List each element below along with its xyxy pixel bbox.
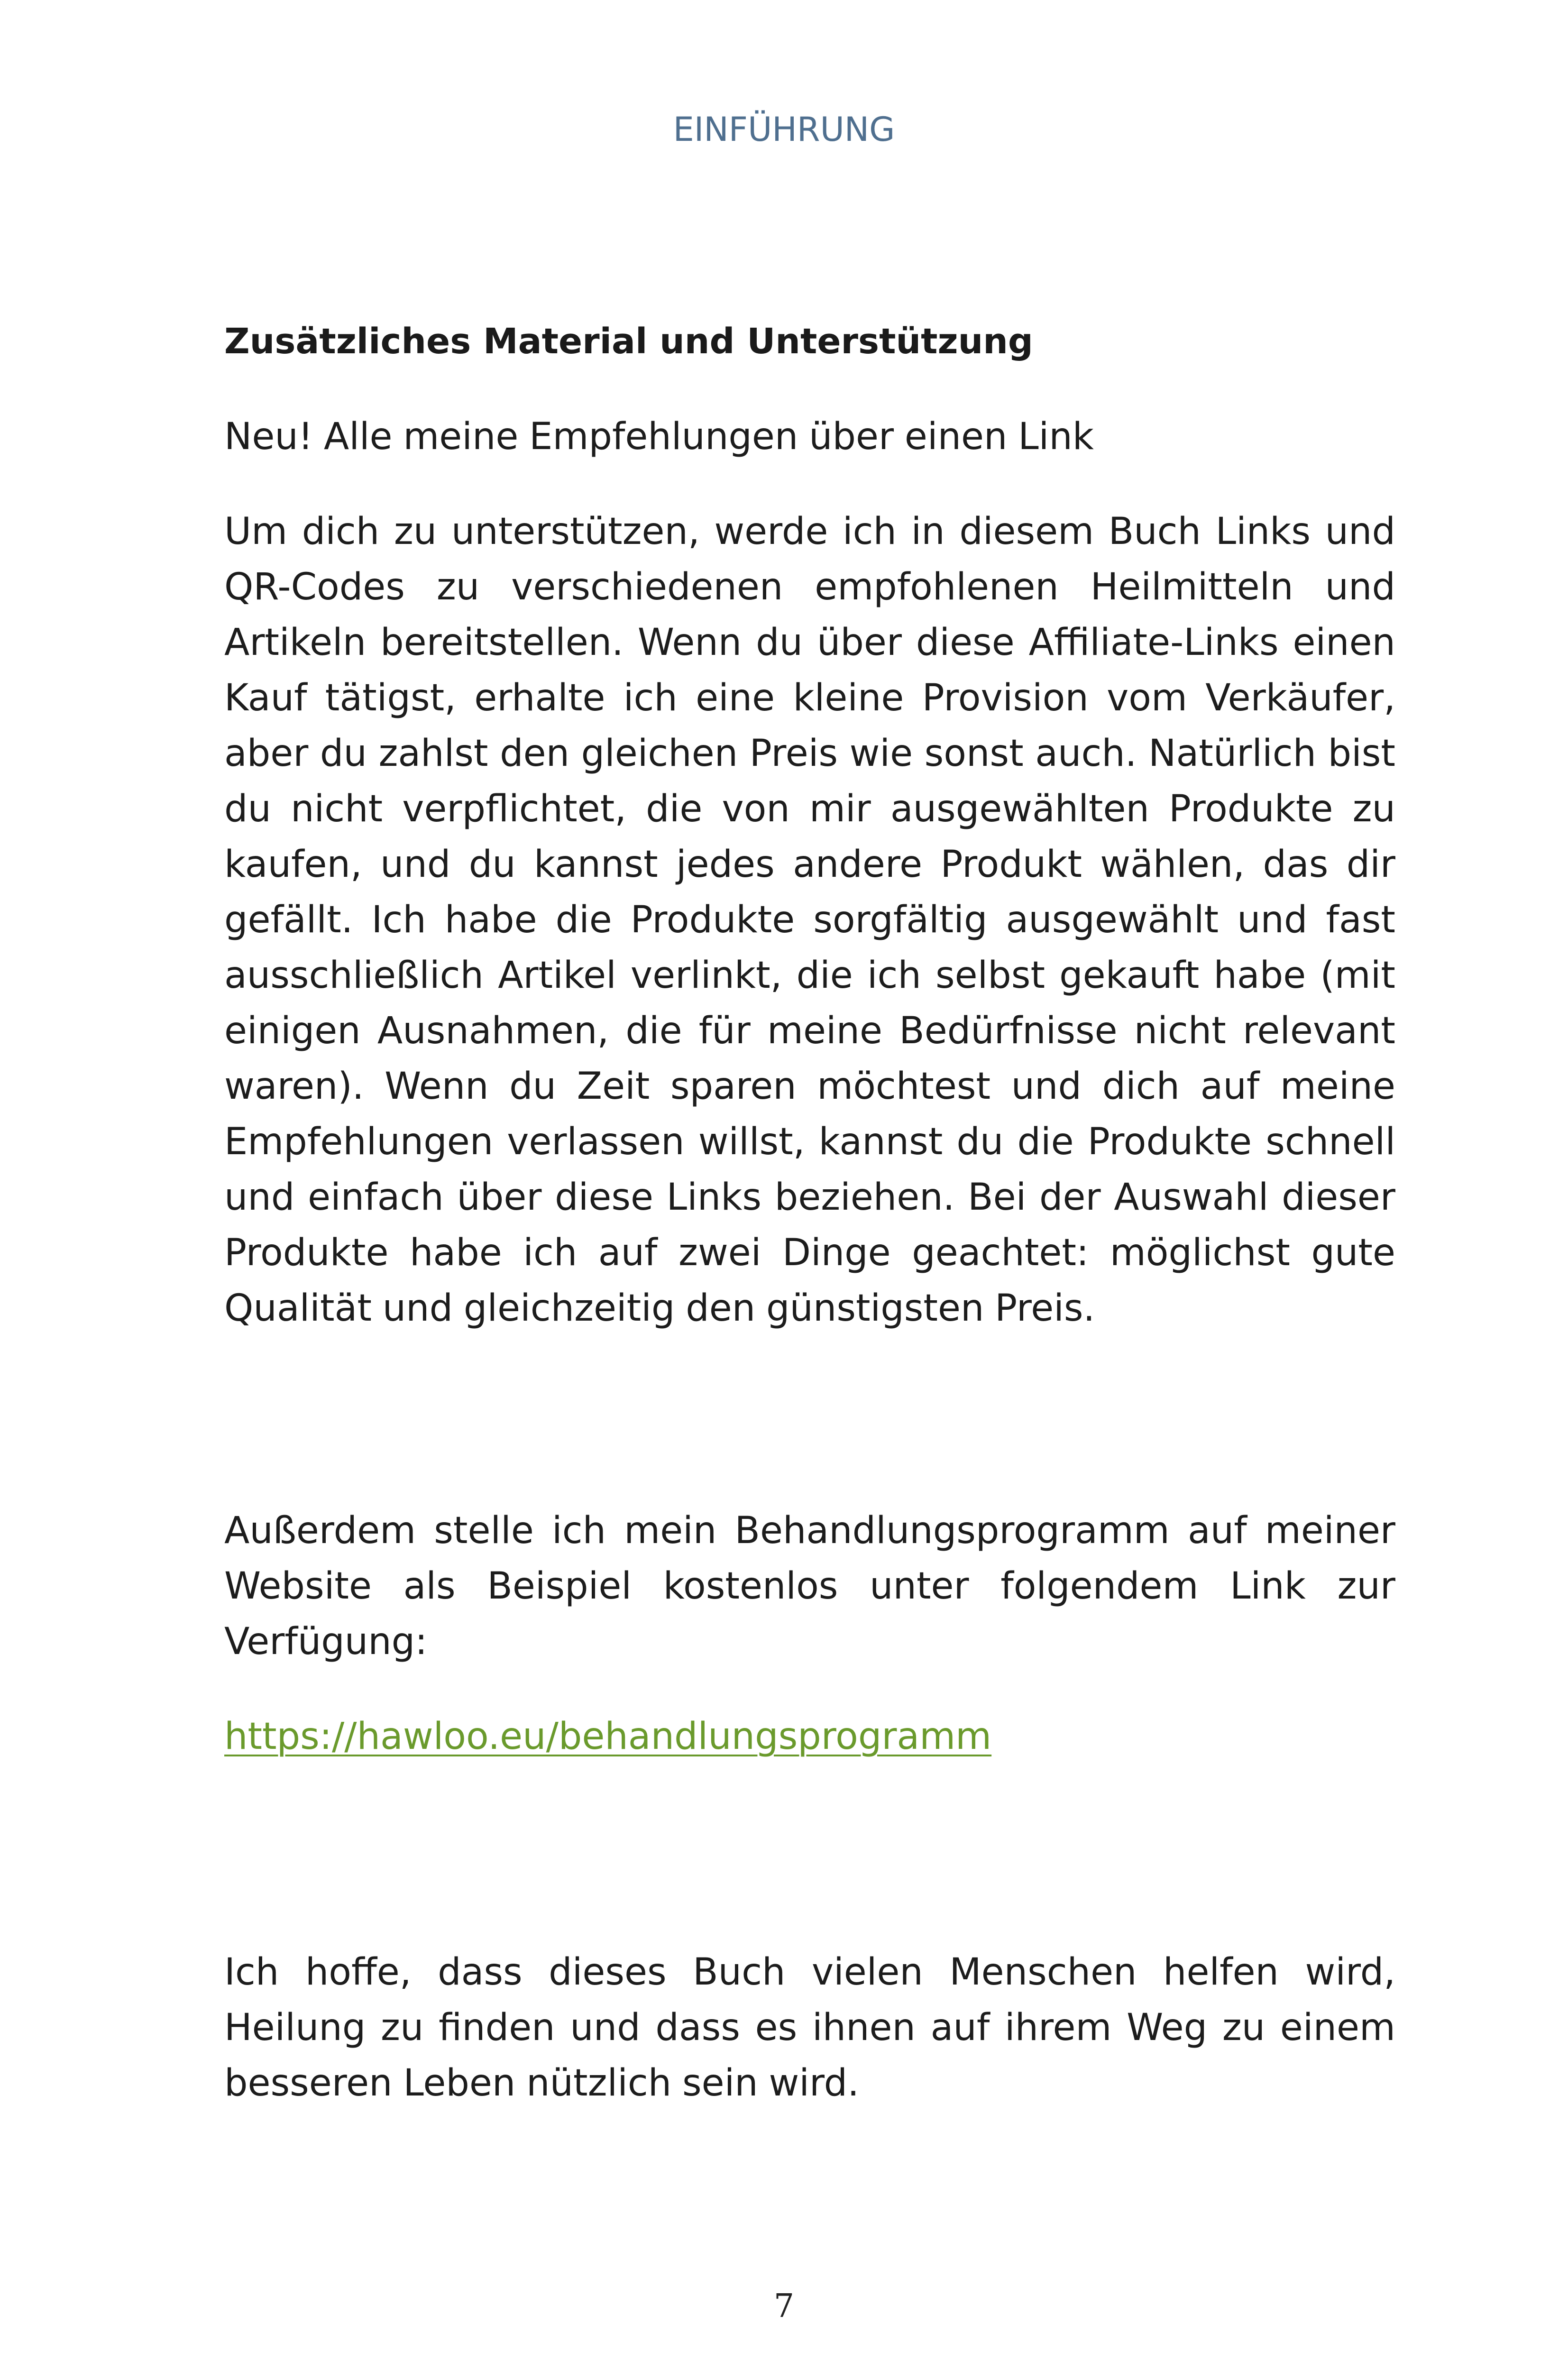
- subheading: Neu! Alle meine Empfehlungen über einen Link: [224, 415, 1094, 458]
- program-link[interactable]: https://hawloo.eu/behandlungsprogramm: [224, 1715, 992, 1758]
- page-number: 7: [773, 2288, 795, 2325]
- page-content: [224, 321, 1395, 2111]
- body-paragraph-affiliate: Um dich zu unterstützen, werde ich in diesem Buch Links und QR-Codes zu verschiedenen empfohlenen Heilmitteln und Artikeln bereitstellen. Wenn du über diese Affiliate-Links einen Kauf tätigst, erhalte ich eine kleine Provision vom Verkäufer, aber du zahlst den gleichen Preis wie sonst auch. Natürlich bist du nicht verpflichtet, die von mir ausgewählten Produkte zu kaufen, und du kannst jedes andere Produkt wählen, das dir gefällt. Ich habe die Produkte sorgfältig ausgewählt und fast ausschließlich Artikel verlinkt, die ich selbst gekauft habe (mit einigen Ausnahmen, die für meine Bedürfnisse nicht relevant waren). Wenn du Zeit sparen möchtest und dich auf meine Empfehlungen verlassen willst, kannst du die Produkte schnell und einfach über diese Links beziehen. Bei der Auswahl dieser Produkte habe ich auf zwei Dinge geachtet: möglichst gute Qualität und gleichzeitig den günstigsten Preis.: [224, 510, 1395, 1330]
- body-paragraph-program: Außerdem stelle ich mein Behandlungsprogramm auf meiner Website als Beispiel kostenlos unter folgendem Link zur Verfügung:: [224, 1509, 1395, 1663]
- section-heading: Zusätzliches Material und Unterstützung: [224, 321, 1033, 362]
- body-paragraph-closing: Ich hoffe, dass dieses Buch vielen Menschen helfen wird, Heilung zu finden und dass es ihnen auf ihrem Weg zu einem besseren Leben nützlich sein wird.: [224, 1950, 1395, 2104]
- running-header: EINFÜHRUNG: [673, 110, 895, 149]
